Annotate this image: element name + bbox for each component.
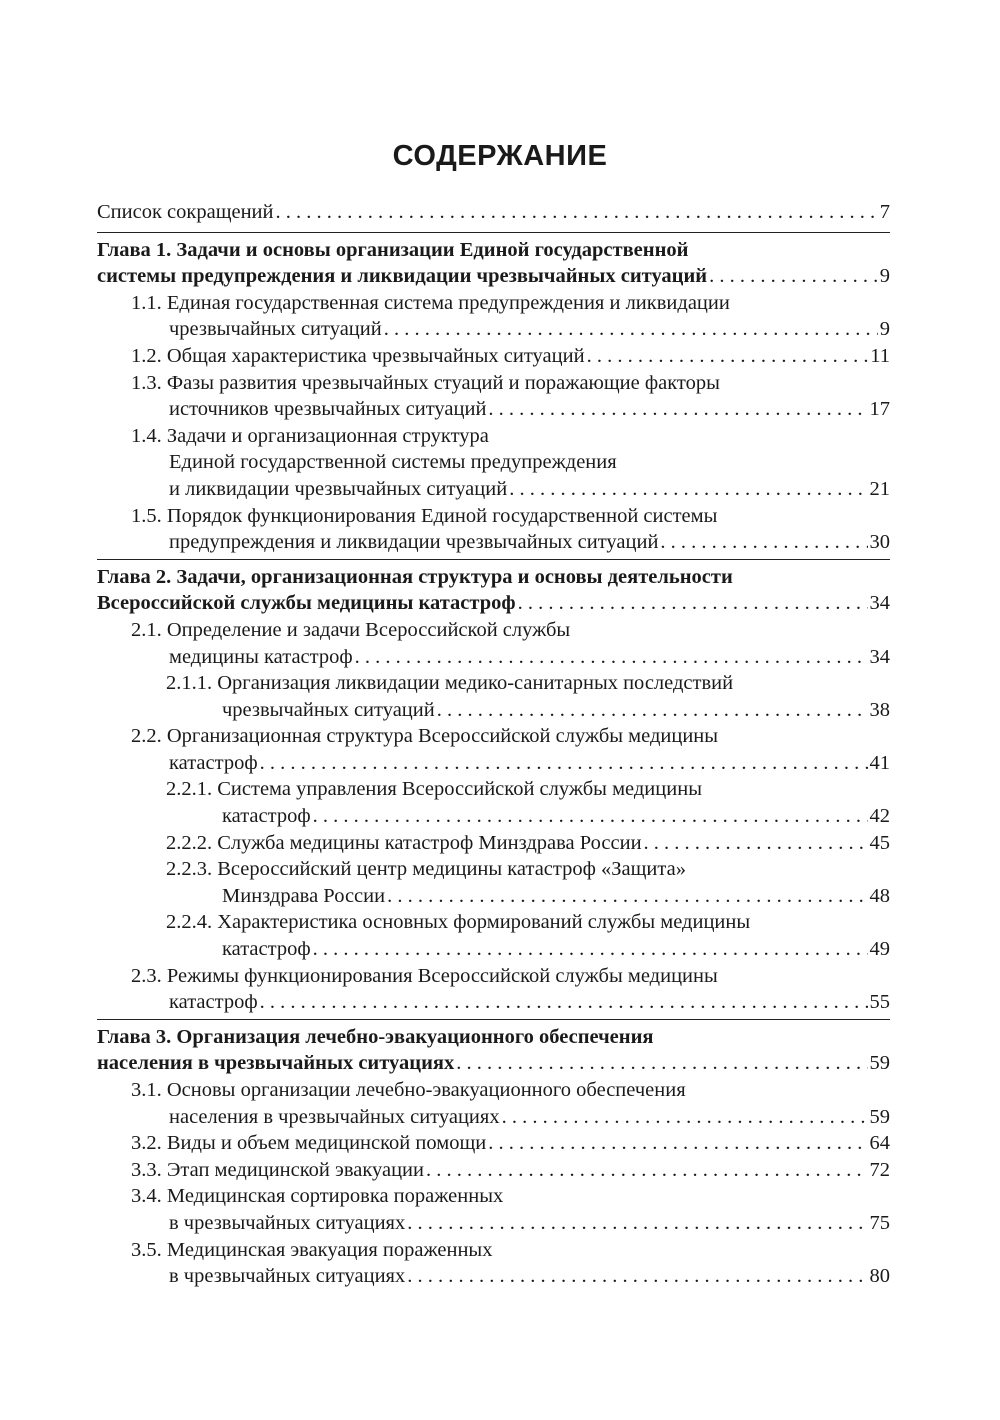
page-number: 41 [869,751,890,774]
page-number: 80 [869,1265,890,1288]
page-number: 38 [869,698,890,721]
toc-entry-text: 2.2.2. Служба медицины катастроф Минздрава России [166,831,642,854]
toc-entry-text: чрезвычайных ситуаций [169,318,382,341]
dot-leader [313,936,868,963]
page-number: 59 [869,1105,890,1128]
toc-entry-text: 2.2.3. Всероссийский центр медицины катастроф «Защита» [166,858,686,881]
dot-leader [355,644,868,671]
dot-leader [587,343,869,370]
page-number: 55 [869,991,890,1014]
dot-leader [260,989,868,1016]
toc-entry-text: 3.4. Медицинская сортировка пораженных [131,1185,504,1208]
toc-entry-text: 1.5. Порядок функционирования Единой государственной системы [131,504,718,527]
toc-entry-text: 3.3. Этап медицинской эвакуации [131,1158,424,1181]
page-number: 9 [879,265,890,288]
toc-entry-text: 2.1. Определение и задачи Всероссийской службы [131,618,571,641]
toc-entry [97,290,890,343]
toc-entry-text: 1.2. Общая характеристика чрезвычайных ситуаций [131,344,585,367]
toc-entry-text: Всероссийской службы медицины катастроф [97,592,516,615]
page-number: 48 [869,884,890,907]
dot-leader [260,750,868,777]
toc-entry-text: предупреждения и ликвидации чрезвычайных ситуаций [169,531,659,554]
toc-entry [97,1157,890,1184]
toc-entry-text: 3.5. Медицинская эвакуация пораженных [131,1238,493,1261]
dot-leader [709,263,878,290]
page-number: 7 [879,201,890,223]
dot-leader [407,1210,867,1237]
toc-entry-text: 2.2.1. Система управления Всероссийской службы медицины [166,778,702,801]
table-of-contents [97,199,890,1290]
toc-entry-text: 2.3. Режимы функционирования Всероссийской службы медицины [131,964,718,987]
toc-entry-text: в чрезвычайных ситуациях [169,1211,406,1234]
dot-leader [276,199,878,226]
page-number: 34 [869,645,890,668]
toc-entry-text: 3.2. Виды и объем медицинской помощи [131,1132,487,1155]
toc-entry-text: 3.1. Основы организации лечебно-эвакуационного обеспечения [131,1079,686,1101]
toc-entry-text: и ликвидации чрезвычайных ситуаций [169,477,508,500]
page-number: 9 [879,318,890,341]
page-number: 45 [869,831,890,854]
page-number: 34 [869,592,890,615]
toc-entry-text: Глава 1. Задачи и основы организации Единой государственной [97,238,689,261]
toc-entry-text: медицины катастроф [169,645,353,668]
page-number: 64 [869,1132,890,1155]
page-number: 11 [870,344,890,367]
toc-entry [97,199,890,226]
toc-entry [97,1183,890,1236]
dot-leader [387,883,867,910]
toc-entry-text: системы предупреждения и ликвидации чрезвычайных ситуаций [97,265,708,288]
toc-chapter-entry [97,559,890,617]
toc-entry-text: Глава 3. Организация лечебно-эвакуационного обеспечения [97,1025,654,1048]
toc-entry-text: населения в чрезвычайных ситуациях [97,1052,455,1075]
page-number: 42 [869,805,890,828]
toc-entry [97,423,890,503]
toc-entry [97,963,890,1016]
toc-entry-text: 1.3. Фазы развития чрезвычайных стуаций и поражающие факторы [131,371,720,394]
toc-entry-text: катастроф [222,805,311,828]
dot-leader [502,1104,868,1131]
toc-entry [97,830,890,857]
toc-entry [97,1237,890,1290]
page-number: 59 [869,1052,890,1075]
dot-leader [384,316,878,343]
toc-entry [97,723,890,776]
dot-leader [426,1157,868,1184]
dot-leader [407,1263,867,1290]
dot-leader [488,1130,867,1157]
toc-entry-text: в чрезвычайных ситуациях [169,1265,406,1288]
dot-leader [437,697,868,724]
toc-entry [97,1130,890,1157]
dot-leader [488,396,867,423]
toc-entry-text: чрезвычайных ситуаций [222,698,435,721]
toc-entry [97,1077,890,1130]
toc-entry [97,343,890,370]
toc-entry [97,856,890,909]
toc-entry-text: 2.2. Организационная структура Всероссийской службы медицины [131,725,719,748]
dot-leader [456,1050,867,1077]
page-number: 21 [869,477,890,500]
dot-leader [518,590,868,617]
toc-entry-text: 1.4. Задачи и организационная структура [131,424,489,447]
page-number: 49 [869,938,890,961]
page-number: 17 [869,398,890,421]
toc-entry-text: Глава 2. Задачи, организационная структура и основы деятельности [97,565,733,588]
toc-entry [97,776,890,829]
dot-leader [509,476,867,503]
dot-leader [313,803,868,830]
page-number: 72 [869,1158,890,1181]
toc-entry [97,503,890,556]
toc-entry-text: населения в чрезвычайных ситуациях [169,1105,500,1128]
page-number: 75 [869,1211,890,1234]
toc-entry-text: катастроф [169,751,258,774]
toc-entry-text: 2.1.1. Организация ликвидации медико-санитарных последствий [166,672,734,695]
toc-entry-text: 1.1. Единая государственная система предупреждения и ликвидации [131,291,730,314]
page-title: СОДЕРЖАНИЕ [392,140,608,172]
toc-entry [97,670,890,723]
toc-entry-text: 2.2.4. Характеристика основных формирований службы медицины [166,911,751,934]
toc-entry [97,370,890,423]
toc-entry-text: катастроф [169,991,258,1014]
toc-entry [97,617,890,670]
toc-entry-text: источников чрезвычайных ситуаций [169,398,487,421]
toc-entry-text: Единой государственной системы предупреждения [169,451,617,474]
page-number: 30 [869,531,890,554]
dot-leader [660,529,867,556]
toc-chapter-entry [97,232,890,290]
toc-entry [97,909,890,962]
toc-entry-text: Список сокращений [97,201,274,223]
toc-chapter-entry [97,1019,890,1077]
toc-entry-text: катастроф [222,938,311,961]
toc-entry-text: Минздрава России [222,884,386,907]
dot-leader [644,830,868,857]
